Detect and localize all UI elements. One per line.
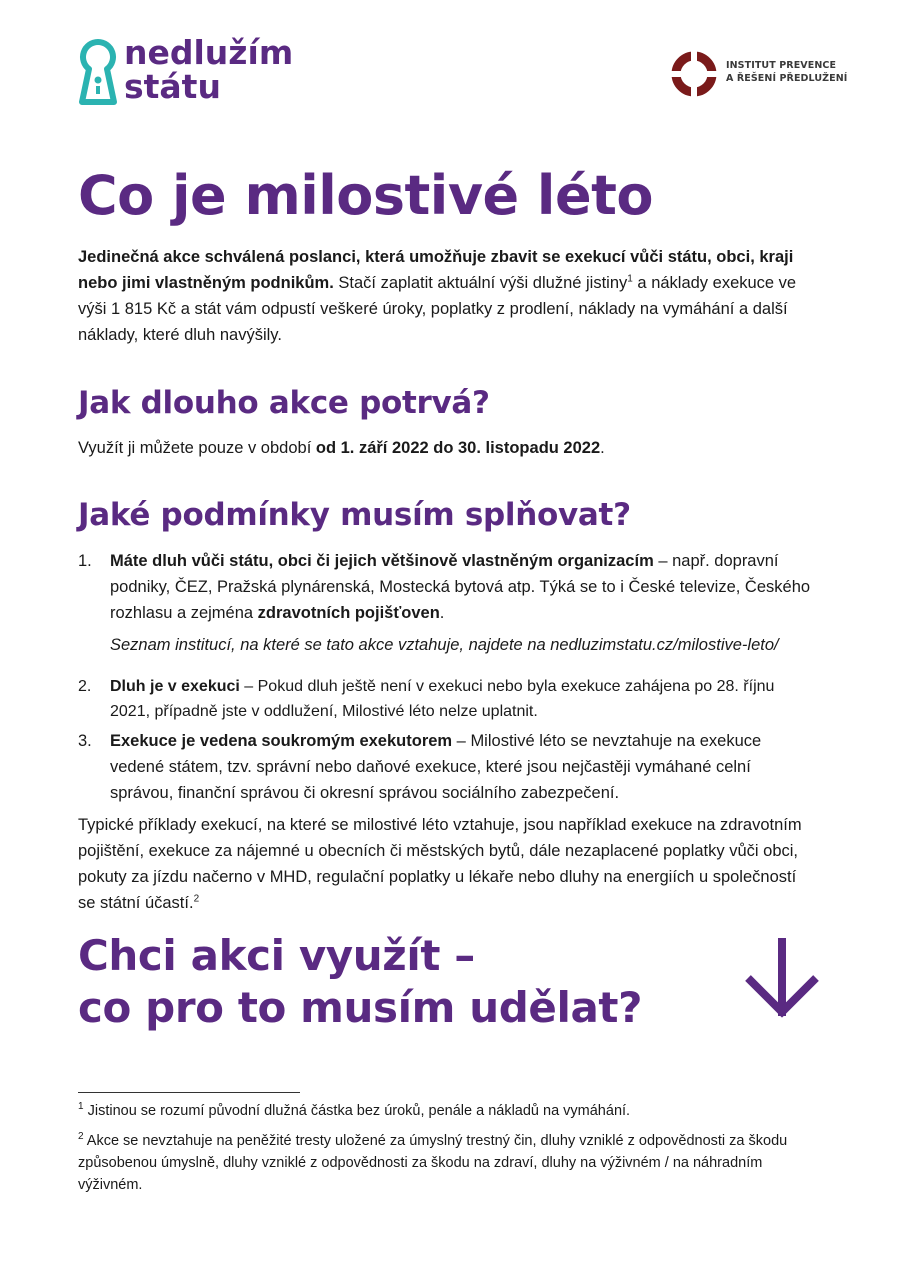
list-item-text: – např. dopravní podniky, ČEZ, Pražská plynárenská, Mostecká bytová atp. Týká se to i České televize, Českého rozhlasu a zejména: [110, 552, 811, 622]
institute-name: [726, 59, 847, 85]
list-item: [78, 548, 818, 658]
institute-logo: [670, 50, 850, 98]
list-item-text: – Milostivé léto se nevztahuje na exekuce vedené státem, tzv. správní nebo daňové exekuce, které jsou nejčastěji vymáhané celní správou, finanční správou či okresní správou sociálního zabezpečení.: [110, 732, 762, 802]
conditions-heading: Jaké podmínky musím splňovat?: [78, 497, 631, 533]
list-item-end: .: [439, 604, 445, 622]
intro-text-2: a náklady exekuce ve výši 1 815 Kč a stát vám odpustí veškeré úroky, poplatky z prodlení, náklady na vymáhání a další náklady, které dluh navýšily.: [78, 274, 797, 344]
footnote-2: [78, 1130, 818, 1196]
list-item-bold: Dluh je v exekuci: [110, 678, 240, 695]
footnote-1: [78, 1100, 818, 1122]
cta-heading: [78, 930, 642, 1034]
institute-line-1: INSTITUT PREVENCE: [726, 60, 837, 71]
list-item-number: 3.: [78, 732, 92, 750]
page-title: Co je milostivé léto: [78, 164, 653, 227]
arrow-down-icon: [742, 938, 822, 1018]
intro-paragraph: [78, 244, 818, 348]
list-item: [78, 728, 818, 806]
conditions-list: [78, 548, 818, 658]
cta-line-1: Chci akci využít –: [78, 931, 475, 980]
conditions-list-3: [78, 728, 818, 806]
logo-line-1: nedlužím: [124, 33, 294, 72]
lifebuoy-icon: [670, 50, 718, 98]
list-item-number: 1.: [78, 552, 92, 570]
institute-line-2: A ŘEŠENÍ PŘEDLUŽENÍ: [726, 73, 848, 84]
footnote-text: Jistinou se rozumí původní dlužná částka bez úroků, penále a nákladů na vymáhání.: [83, 1103, 631, 1119]
list-item-text: – Pokud dluh ještě není v exekuci nebo byla exekuce zahájena po 28. říjnu 2021, případně jste v oddlužení, Milostivé léto nelze uplatnit.: [110, 678, 775, 720]
list-item-bold: Exekuce je vedena soukromým exekutorem: [110, 732, 453, 750]
duration-heading: Jak dlouho akce potrvá?: [78, 385, 490, 421]
duration-end: .: [600, 439, 605, 457]
list-item: [78, 674, 818, 724]
duration-text: Využít ji můžete pouze v období: [78, 439, 316, 457]
intro-bold: Jedinečná akce schválená poslanci, která umožňuje zbavit se exekucí vůči státu, obci, kraji nebo jimi vlastněným podnikům.: [78, 248, 794, 292]
keyhole-icon: [78, 38, 118, 108]
footnote-divider: [78, 1092, 300, 1093]
list-item-bold-2: zdravotních pojišťoven: [257, 604, 440, 622]
cta-line-2: co pro to musím udělat?: [78, 983, 643, 1032]
footnote-ref-1: 1: [627, 273, 633, 285]
intro-text-1: Stačí zaplatit aktuální výši dlužné jistiny: [333, 274, 628, 292]
footnote-number: 1: [78, 1101, 84, 1113]
footnote-number: 2: [78, 1131, 84, 1143]
examples-paragraph: [78, 812, 818, 916]
list-item-bold: Máte dluh vůči státu, obci či jejich většinově vlastněným organizacím: [110, 552, 654, 570]
logo-wordmark: [124, 33, 294, 106]
footnote-text: Akce se nevztahuje na peněžité tresty uložené za úmyslný trestný čin, dluhy vzniklé z odpovědnosti za škodu způsobenou úmyslně, dluhy vzniklé z odpovědnosti za škodu na zdraví, dluhy na výživném / na náhradním výživném.: [78, 1133, 788, 1193]
footnote-ref-2: 2: [193, 893, 200, 905]
conditions-list-2: [78, 674, 818, 724]
duration-paragraph: [78, 435, 818, 461]
institutions-note: Seznam institucí, na které se tato akce vztahuje, najdete na nedluzimstatu.cz/milostive-leto/: [110, 636, 779, 654]
examples-text: Typické příklady exekucí, na které se milostivé léto vztahuje, jsou například exekuce na zdravotním pojištění, exekuce za nájemné u obecních či městských bytů, dále nezaplacené poplatky vůči obci, pokuty za jízdu načerno v MHD, regulační poplatky u lékaře nebo dluhy na energiích u společností se státní účastí.: [78, 816, 802, 912]
logo-line-2: státu: [124, 67, 221, 106]
nedluzim-statu-logo: [78, 33, 318, 110]
list-item-number: 2.: [78, 678, 92, 695]
duration-dates: od 1. září 2022 do 30. listopadu 2022: [315, 439, 601, 457]
